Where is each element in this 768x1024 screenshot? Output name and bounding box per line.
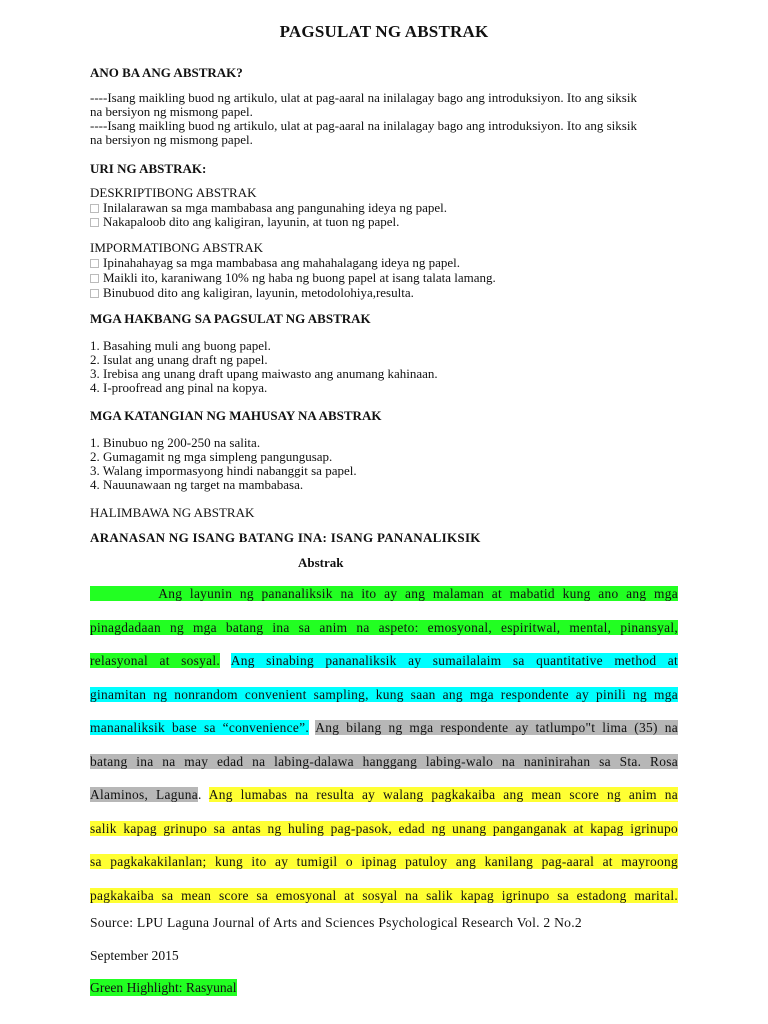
abstract-paragraph [90, 585, 678, 905]
highlight-cyan-segment: mananaliksik base sa “convenience”. [90, 720, 310, 735]
abstract-line [90, 820, 678, 838]
example-title: ARANASAN NG ISANG BATANG INA: ISANG PANANALIKSIK [90, 530, 481, 545]
publication-date: September 2015 [90, 948, 179, 963]
highlight-yellow-segment: sa pagkakakilanlan; kung ito ay tumigil o ipinag patuloy ang kanilang pag-aaral at mayroong [90, 854, 678, 869]
section-heading-hakbang: MGA HAKBANG SA PAGSULAT NG ABSTRAK [90, 311, 371, 326]
abstract-line [90, 853, 678, 871]
highlight-yellow-segment: salik kapag grinupo sa antas ng huling pag-pasok, edad ng unang panganganak at kapag igrinupo [90, 820, 678, 836]
section-heading-ano-ba: ANO BA ANG ABSTRAK? [90, 65, 243, 80]
list-item: 4. Nauunawaan ng target na mambabasa. [90, 477, 304, 492]
checkbox-bullet-icon [90, 274, 99, 283]
abstract-line [90, 887, 678, 905]
type-title-deskriptibo: DESKRIPTIBONG ABSTRAK [90, 185, 257, 200]
highlight-cyan-segment: ginamitan ng nonrandom convenient sampling, kung saan ang mga respondente ay pinili ng mga [90, 686, 678, 702]
highlight-gray-segment: Ang bilang ng mga respondente ay tatlumpo"t lima (35) na [315, 720, 679, 735]
checkbox-bullet-icon [90, 259, 99, 268]
bullet-text: Inilalarawan sa mga mambabasa ang pangunahing ideya ng papel. [103, 200, 448, 215]
highlight-yellow-segment: Ang lumabas na resulta ay walang pagkakaiba ang mean score ng anim na [208, 787, 678, 802]
definition-line: na bersiyon ng mismong papel. [90, 132, 253, 147]
legend-green-highlight: Green Highlight: Rasyunal [90, 980, 237, 995]
abstract-line [90, 619, 678, 637]
definition-line: ----Isang maikling buod ng artikulo, ulat at pag-aaral na inilalagay bago ang introduksiyon. Ito ang siksik [90, 118, 637, 133]
list-item: 2. Isulat ang unang draft ng papel. [90, 352, 268, 367]
highlight-cyan-segment: Ang sinabing pananaliksik ay sumailalaim sa quantitative method at [230, 653, 679, 668]
definition-line: na bersiyon ng mismong papel. [90, 104, 253, 119]
page-title: PAGSULAT NG ABSTRAK [279, 22, 489, 41]
list-item: 4. I-proofread ang pinal na kopya. [90, 380, 268, 395]
highlight-green-segment: relasyonal at sosyal. [90, 653, 221, 668]
highlight-gray-segment: Alaminos, Laguna [90, 787, 198, 802]
bullet-text: Maikli ito, karaniwang 10% ng haba ng buong papel at isang talata lamang. [103, 270, 496, 285]
highlight-green-segment: pinagdadaan ng mga batang ina sa anim na aspeto: emosyonal, espiritwal, mental, pinansyal, [90, 619, 678, 635]
plain-segment [220, 653, 231, 668]
abstract-line [90, 652, 678, 670]
plain-segment: . [197, 787, 209, 802]
list-item: 1. Basahing muli ang buong papel. [90, 338, 271, 353]
bullet-item [90, 286, 414, 300]
abstract-line [90, 753, 678, 771]
abstract-line [90, 585, 678, 603]
checkbox-bullet-icon [90, 218, 99, 227]
definition-line: ----Isang maikling buod ng artikulo, ulat at pag-aaral na inilalagay bago ang introduksiyon. Ito ang siksik [90, 90, 637, 105]
list-item: 3. Irebisa ang unang draft upang maiwasto ang anumang kahinaan. [90, 366, 438, 381]
section-heading-uri: URI NG ABSTRAK: [90, 161, 207, 176]
bullet-text: Binubuod dito ang kaligiran, layunin, metodolohiya,resulta. [103, 285, 414, 300]
abstract-line [90, 686, 678, 704]
abstract-line [90, 786, 678, 804]
list-item: 2. Gumagamit ng mga simpleng pangungusap. [90, 449, 333, 464]
bullet-item [90, 215, 399, 229]
list-item: 1. Binubuo ng 200-250 na salita. [90, 435, 261, 450]
example-label: HALIMBAWA NG ABSTRAK [90, 505, 255, 520]
bullet-item [90, 256, 460, 270]
bullet-item [90, 271, 496, 285]
bullet-text: Ipinahahayag sa mga mambabasa ang mahahalagang ideya ng papel. [103, 255, 460, 270]
bullet-item [90, 201, 447, 215]
list-item: 3. Walang impormasyong hindi nabanggit sa papel. [90, 463, 357, 478]
type-title-impormatibo: IMPORMATIBONG ABSTRAK [90, 240, 263, 255]
source-citation: Source: LPU Laguna Journal of Arts and Sciences Psychological Research Vol. 2 No.2 [90, 915, 582, 930]
checkbox-bullet-icon [90, 204, 99, 213]
highlight-gray-segment: batang ina na may edad na labing-dalawa hanggang labing-walo na naninirahan sa Sta. Rosa [90, 753, 678, 769]
bullet-text: Nakapaloob dito ang kaligiran, layunin, at tuon ng papel. [103, 214, 400, 229]
section-heading-katangian: MGA KATANGIAN NG MAHUSAY NA ABSTRAK [90, 408, 382, 423]
checkbox-bullet-icon [90, 289, 99, 298]
abstract-label: Abstrak [298, 555, 344, 570]
highlight-yellow-segment: pagkakaiba sa mean score sa emosyonal at sosyal na salik kapag igrinupo sa estadong marital. [90, 887, 678, 903]
abstract-line [90, 719, 678, 737]
highlight-green-segment: Ang layunin ng pananaliksik na ito ay ang malaman at mabatid kung ano ang mga [90, 586, 678, 601]
